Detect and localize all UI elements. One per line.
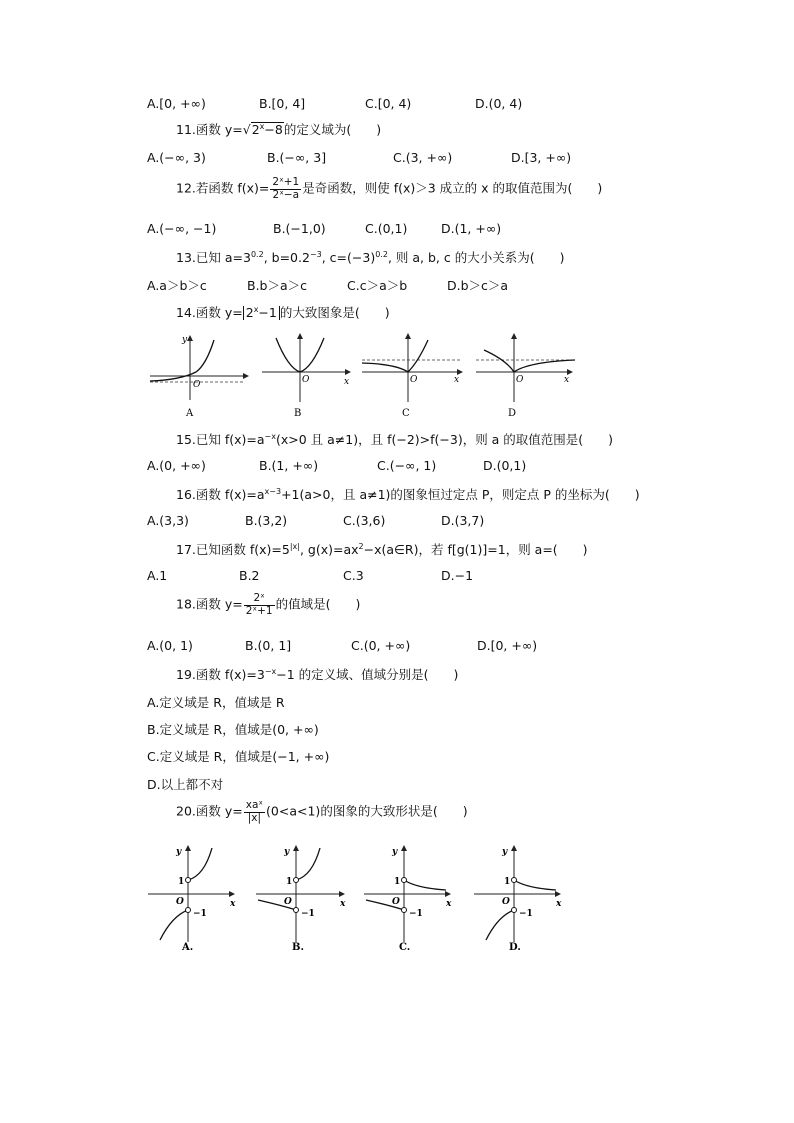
- q20-d-tick-pos: 1: [504, 877, 511, 887]
- q17-option-c: C.3: [343, 568, 364, 583]
- q14-c-x-label: x: [454, 375, 460, 385]
- q14-d-label: D: [508, 408, 517, 419]
- q12-option-b: B.(−1,0): [273, 221, 326, 236]
- sqrt-sign: √: [242, 122, 251, 137]
- q16-option-a: A.(3,3): [147, 513, 189, 528]
- q14-b-x-label: x: [344, 377, 350, 387]
- q20-a-y-label: y: [176, 847, 182, 857]
- q16-stem: 16.函数 $f(x)=a^{x-3}+1(a>0$，且 a≠1)的图象恒过定点 P，则定点 P 的坐标为( ): [176, 487, 640, 502]
- q14-graph-d: [476, 334, 575, 419]
- q12-option-c: C.(0,1): [365, 221, 408, 236]
- q20-d-tick-neg: −1: [519, 909, 533, 919]
- q17-option-a: A.1: [147, 568, 168, 583]
- q20-b-y-label: y: [284, 847, 290, 857]
- q13-stem: 13.已知 $a=3^{0.2}$, $b=0.2^{-3}$, $c=(-3)^{0.2}$, 则 a, b, c 的大小关系为( ): [176, 250, 565, 265]
- q11-stem: 11.函数 $y=√2^x-8$的定义域为( ): [176, 122, 382, 137]
- q14-a-origin: O: [193, 380, 201, 390]
- q16-option-c: C.(3,6): [343, 513, 386, 528]
- q17-option-d: D.−1: [441, 568, 474, 583]
- q20-b-x-label: x: [340, 899, 346, 909]
- q20-b-tick-neg: −1: [301, 909, 315, 919]
- q11-option-b: B.(−∞, 3]: [267, 150, 327, 165]
- q14-d-origin: O: [516, 375, 524, 385]
- q20-graph-c: [364, 846, 452, 953]
- q13-option-a: A.a＞b＞c: [147, 278, 207, 293]
- q20-b-label: B.: [292, 942, 304, 953]
- q20-c-tick-neg: −1: [409, 909, 423, 919]
- q15-option-b: B.(1, +∞): [259, 458, 319, 473]
- q20-d-label: D.: [509, 942, 521, 953]
- q18-stem: 18.函数 y= $\frac{\text{2ˣ}}{\text{2ˣ+1}}$ 的值域是( ): [176, 592, 361, 617]
- q20-d-y-label: y: [502, 847, 508, 857]
- q20-d-x-label: x: [556, 899, 562, 909]
- q15-option-d: D.(0,1): [483, 458, 527, 473]
- q11-option-c: C.(3, +∞): [393, 150, 453, 165]
- q20-a-origin: O: [176, 897, 184, 907]
- q18-fraction: $\frac{\text{2ˣ}}{\text{2ˣ+1}}$: [245, 592, 273, 617]
- q20-a-x-label: x: [230, 899, 236, 909]
- q14-stem: 14.函数 $y= 2^x-1$ 的大致图象是( ): [176, 305, 390, 320]
- q12-stem: 12.若函数 f(x)= $\frac{\text{2ˣ+1}}{\text{2ˣ−a}}$ 是奇函数，则使 f(x)＞3 成立的 x 的取值范围为( ): [176, 176, 603, 201]
- q20-b-tick-pos: 1: [286, 877, 293, 887]
- q11-radicand: $2^x-8$: [251, 122, 283, 137]
- q15-option-a: A.(0, +∞): [147, 458, 206, 473]
- q14-d-x-label: x: [564, 375, 570, 385]
- q12-fraction: $\frac{\text{2ˣ+1}}{\text{2ˣ−a}}$: [272, 176, 300, 201]
- q17-stem: 17.已知函数 $f(x)=5^{|x|}$, $g(x)=ax^2-x(a\in R)$，若 f[g(1)]=1，则 a=( ): [176, 542, 588, 557]
- q20-a-label: A.: [182, 942, 194, 953]
- q14-graph-a: [150, 335, 248, 419]
- q20-a-tick-pos: 1: [178, 877, 185, 887]
- q13-option-d: D.b＞c＞a: [447, 278, 509, 293]
- q10-option-a: A.[0, +∞): [147, 96, 206, 111]
- q14-a-label: A: [186, 408, 194, 419]
- q12-option-a: A.(−∞, −1): [147, 221, 217, 236]
- q20-a-tick-neg: −1: [193, 909, 207, 919]
- q20-c-y-label: y: [392, 847, 398, 857]
- q14-graphs: [0, 330, 794, 430]
- q20-fraction: $\frac{\text{xaˣ}}{|x|}$: [245, 799, 264, 824]
- q13-option-b: B.b＞a＞c: [247, 278, 308, 293]
- q14-b-label: B: [294, 408, 302, 419]
- q19-option-c: C.定义域是 R，值域是(−1, +∞): [147, 749, 330, 764]
- q20-c-x-label: x: [446, 899, 452, 909]
- q15-stem: 15.已知 $f(x)=a^{-x}(x>0$ 且 a≠1)，且 f(−2)>f(−3)，则 a 的取值范围是( ): [176, 432, 614, 447]
- q14-graph-b: [262, 334, 350, 419]
- q20-stem: 20.函数 y= $\frac{\text{xaˣ}}{|x|}$ (0<a<1)的图象的大致形状是( ): [176, 799, 468, 824]
- q14-graph-c: [362, 334, 462, 419]
- q10-option-b: B.[0, 4]: [259, 96, 306, 111]
- q11-option-a: A.(−∞, 3): [147, 150, 206, 165]
- q15-option-c: C.(−∞, 1): [377, 458, 437, 473]
- q20-c-label: C.: [399, 942, 411, 953]
- q20-graphs: [0, 838, 794, 958]
- q18-option-a: A.(0, 1): [147, 638, 193, 653]
- q14-c-origin: O: [410, 375, 418, 385]
- q20-b-origin: O: [284, 897, 292, 907]
- q13-option-c: C.c＞a＞b: [347, 278, 408, 293]
- q11-option-d: D.[3, +∞): [511, 150, 572, 165]
- q20-graph-b: [256, 846, 346, 953]
- q14-abs: $2^x-1$: [243, 306, 280, 320]
- q19-option-d: D.以上都不对: [147, 777, 224, 792]
- q19-option-a: A.定义域是 R，值域是 R: [147, 695, 285, 710]
- q20-graph-d: [474, 846, 562, 953]
- q20-c-tick-pos: 1: [394, 877, 401, 887]
- q18-option-c: C.(0, +∞): [351, 638, 411, 653]
- q10-option-d: D.(0, 4): [475, 96, 523, 111]
- q16-option-b: B.(3,2): [245, 513, 288, 528]
- q16-option-d: D.(3,7): [441, 513, 485, 528]
- q20-d-origin: O: [502, 897, 510, 907]
- q10-option-c: C.[0, 4): [365, 96, 412, 111]
- q20-c-origin: O: [392, 897, 400, 907]
- q14-a-y-label: y: [182, 335, 188, 345]
- q14-b-origin: O: [302, 375, 310, 385]
- q18-option-d: D.[0, +∞): [477, 638, 538, 653]
- q12-option-d: D.(1, +∞): [441, 221, 502, 236]
- q14-c-label: C: [402, 408, 410, 419]
- q19-option-b: B.定义域是 R，值域是(0, +∞): [147, 722, 319, 737]
- q18-option-b: B.(0, 1]: [245, 638, 292, 653]
- q20-graph-a: [148, 846, 236, 953]
- q19-stem: 19.函数 $f(x)=3^{-x}-1$ 的定义域、值域分别是( ): [176, 667, 459, 682]
- q17-option-b: B.2: [239, 568, 260, 583]
